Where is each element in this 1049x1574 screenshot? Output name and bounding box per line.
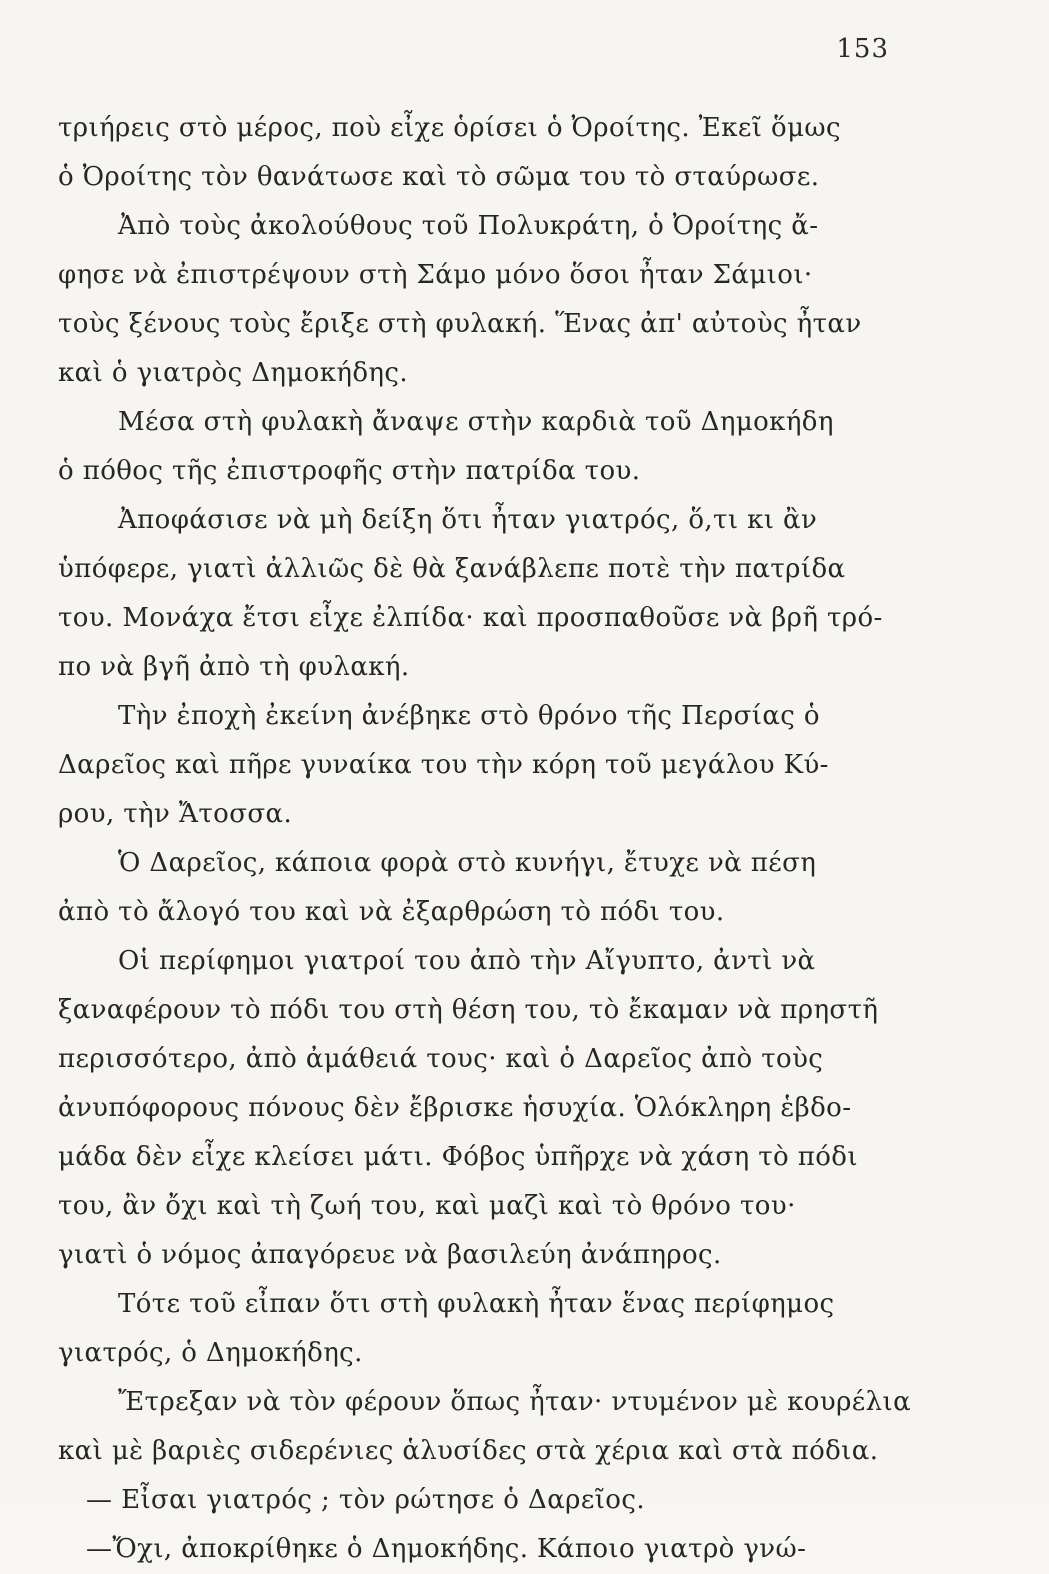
text-line: περισσότερο, ἀπὸ ἀμάθειά τους· καὶ ὁ Δαρεῖος ἀπὸ τοὺς bbox=[58, 1044, 824, 1074]
text-line: μάδα δὲν εἶχε κλείσει μάτι. Φόβος ὑπῆρχε νὰ χάση τὸ πόδι bbox=[58, 1142, 858, 1172]
text-line: πο νὰ βγῆ ἀπὸ τὴ φυλακή. bbox=[58, 652, 410, 682]
text-line: Δαρεῖος καὶ πῆρε γυναίκα του τὴν κόρη τοῦ μεγάλου Κύ- bbox=[58, 750, 829, 780]
page-number: 153 bbox=[836, 34, 889, 64]
text-line: —Ὄχι, ἀποκρίθηκε ὁ Δημοκήδης. Κάποιο γιατρὸ γνώ- bbox=[86, 1534, 807, 1564]
text-line: Ἀποφάσισε νὰ μὴ δείξη ὅτι ἦταν γιατρός, ὅ,τι κι ἂν bbox=[118, 505, 818, 535]
text-line: γιατρός, ὁ Δημοκήδης. bbox=[58, 1338, 363, 1368]
text-line: τοὺς ξένους τοὺς ἔριξε στὴ φυλακή. Ἕνας ἀπ' αὐτοὺς ἦταν bbox=[58, 309, 862, 339]
text-line: Τότε τοῦ εἶπαν ὅτι στὴ φυλακὴ ἦταν ἕνας περίφημος bbox=[118, 1289, 835, 1319]
text-line: Τὴν ἐποχὴ ἐκείνη ἀνέβηκε στὸ θρόνο τῆς Περσίας ὁ bbox=[118, 701, 820, 731]
text-line: ὑπόφερε, γιατὶ ἀλλιῶς δὲ θὰ ξανάβλεπε ποτὲ τὴν πατρίδα bbox=[58, 554, 846, 584]
text-line: Ὁ Δαρεῖος, κάποια φορὰ στὸ κυνήγι, ἔτυχε νὰ πέση bbox=[118, 848, 817, 878]
text-line: Μέσα στὴ φυλακὴ ἄναψε στὴν καρδιὰ τοῦ Δημοκήδη bbox=[118, 407, 834, 437]
text-line: ἀνυπόφορους πόνους δὲν ἔβρισκε ἡσυχία. Ὁλόκληρη ἑβδο- bbox=[58, 1093, 852, 1123]
text-line: καὶ ὁ γιατρὸς Δημοκήδης. bbox=[58, 358, 409, 388]
text-line: του, ἂν ὄχι καὶ τὴ ζωή του, καὶ μαζὶ καὶ τὸ θρόνο του· bbox=[58, 1191, 796, 1221]
text-line: καὶ μὲ βαριὲς σιδερένιες ἁλυσίδες στὰ χέρια καὶ στὰ πόδια. bbox=[58, 1436, 879, 1466]
body-text bbox=[58, 104, 918, 1574]
text-line: ρου, τὴν Ἄτοσσα. bbox=[58, 799, 293, 829]
text-line: Ἔτρεξαν νὰ τὸν φέρουν ὅπως ἦταν· ντυμένον μὲ κουρέλια bbox=[118, 1387, 912, 1417]
text-line: φησε νὰ ἐπιστρέψουν στὴ Σάμο μόνο ὅσοι ἦταν Σάμιοι· bbox=[58, 260, 813, 290]
text-line: ἀπὸ τὸ ἄλογό του καὶ νὰ ἐξαρθρώση τὸ πόδι του. bbox=[58, 897, 725, 927]
text-line: Ἀπὸ τοὺς ἀκολούθους τοῦ Πολυκράτη, ὁ Ὀροίτης ἄ- bbox=[118, 211, 819, 241]
text-line: του. Μονάχα ἔτσι εἶχε ἐλπίδα· καὶ προσπαθοῦσε νὰ βρῆ τρό- bbox=[58, 603, 883, 633]
text-line: ξαναφέρουν τὸ πόδι του στὴ θέση του, τὸ ἔκαμαν νὰ πρηστῆ bbox=[58, 995, 879, 1025]
text-line: τριήρεις στὸ μέρος, ποὺ εἶχε ὁρίσει ὁ Ὀροίτης. Ἐκεῖ ὅμως bbox=[58, 113, 841, 143]
text-line: ὁ Ὀροίτης τὸν θανάτωσε καὶ τὸ σῶμα του τὸ σταύρωσε. bbox=[58, 162, 820, 192]
text-line: — Εἶσαι γιατρός ; τὸν ρώτησε ὁ Δαρεῖος. bbox=[86, 1485, 645, 1515]
text-line: ὁ πόθος τῆς ἐπιστροφῆς στὴν πατρίδα του. bbox=[58, 456, 641, 486]
text-line: Οἱ περίφημοι γιατροί του ἀπὸ τὴν Αἴγυπτο, ἀντὶ νὰ bbox=[118, 946, 816, 976]
text-line: γιατὶ ὁ νόμος ἀπαγόρευε νὰ βασιλεύη ἀνάπηρος. bbox=[58, 1240, 722, 1270]
